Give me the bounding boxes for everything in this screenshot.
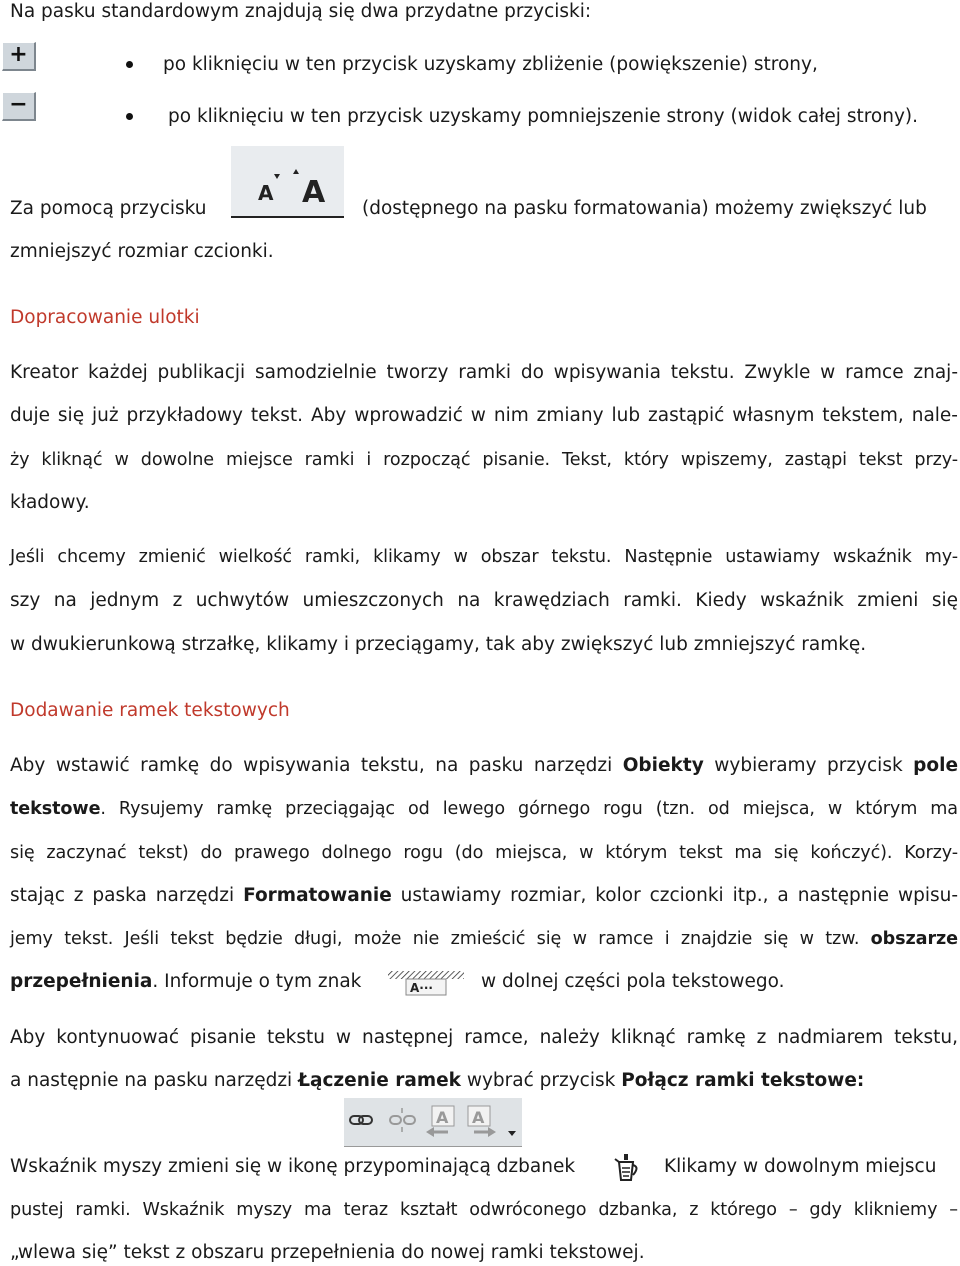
overflow-indicator-icon	[388, 969, 464, 997]
link-frames-icon	[350, 1116, 372, 1124]
zoom-out-button[interactable]	[2, 92, 36, 121]
paragraph-line: Jeśli chcemy zmienić wielkość ramki, klikamy w obszar tekstu. Następnie ustawiamy wskaźnik my-	[10, 547, 958, 567]
paragraph-line: stając z paska narzędzi Formatowanie ustawiamy rozmiar, kolor czcionki itp., a następnie wpisu-	[10, 885, 958, 906]
paragraph-line: w dwukierunkową strzałkę, klikamy i przeciągamy, tak aby zwiększyć lub zmniejszyć ramkę.	[10, 634, 867, 655]
section-heading: Dodawanie ramek tekstowych	[10, 700, 290, 721]
unlink-frames-icon	[390, 1108, 415, 1132]
font-size-icon	[231, 146, 344, 216]
bold-term: przepełnienia	[10, 971, 153, 992]
paragraph-line: ży kliknąć w dowolne miejsce ramki i rozpocząć pisanie. Tekst, który wpiszemy, zastąpi tekst przy-	[10, 450, 958, 470]
paragraph-line: w dolnej części pola tekstowego.	[481, 971, 785, 992]
paragraph-line: kładowy.	[10, 492, 90, 513]
bullet-zoom-in-text: po kliknięciu w ten przycisk uzyskamy zbliżenie (powiększenie) strony,	[163, 54, 818, 75]
svg-text:A: A	[258, 181, 274, 205]
paragraph-line: duje się już przykładowy tekst. Aby wprowadzić w nim zmiany lub zastąpić własnym tekstem, nale-	[10, 405, 958, 426]
bold-term: Formatowanie	[243, 885, 392, 906]
bold-term: obszarze	[870, 929, 958, 949]
paragraph-line: pustej ramki. Wskaźnik myszy ma teraz kształt odwróconego dzbanka, z którego – gdy klikniemy –	[10, 1200, 958, 1220]
plus-icon: +	[9, 42, 28, 67]
paragraph-line: Aby kontynuować pisanie tekstu w następnej ramce, należy kliknąć ramkę z nadmiarem tekstu,	[10, 1027, 958, 1048]
font-size-text-after: (dostępnego na pasku formatowania) możemy zwiększyć lub	[362, 198, 927, 219]
font-size-text-end: zmniejszyć rozmiar czcionki.	[10, 241, 274, 262]
bold-term: Połącz ramki tekstowe:	[621, 1070, 865, 1091]
bullet-dot	[126, 61, 133, 68]
connect-frames-toolbar	[344, 1098, 522, 1147]
bullet-zoom-out-text: po kliknięciu w ten przycisk uzyskamy pomniejszenie strony (widok całej strony).	[168, 106, 918, 127]
svg-text:A···: A···	[410, 981, 433, 995]
font-size-buttons[interactable]	[231, 146, 344, 218]
minus-icon: −	[9, 92, 28, 117]
paragraph-line: szy na jednym z uchwytów umieszczonych na krawędziach ramki. Kiedy wskaźnik zmieni się	[10, 590, 958, 611]
paragraph-line: jemy tekst. Jeśli tekst będzie długi, może nie zmieścić się w ramce i znajdzie się w tzw. obszarze	[10, 929, 958, 949]
bullet-dot	[126, 113, 133, 120]
paragraph-line: Kreator każdej publikacji samodzielnie tworzy ramki do wpisywania tekstu. Zwykle w ramce znaj-	[10, 362, 958, 383]
chevron-down-icon	[508, 1131, 516, 1136]
paragraph-line: tekstowe. Rysujemy ramkę przeciągając od lewego górnego rogu (tzn. od miejsca, w którym ma	[10, 799, 958, 819]
zoom-in-button[interactable]	[2, 42, 36, 71]
paragraph-line: Wskaźnik myszy zmieni się w ikonę przypominającą dzbanek	[10, 1156, 576, 1177]
font-size-text-before: Za pomocą przycisku	[10, 198, 207, 219]
paragraph-line: a następnie na pasku narzędzi Łączenie ramek wybrać przycisk Połącz ramki tekstowe:	[10, 1070, 865, 1091]
previous-frame-icon	[426, 1106, 454, 1137]
bold-term: pole	[913, 755, 958, 776]
bold-term: tekstowe	[10, 799, 101, 819]
pitcher-cursor-icon	[611, 1150, 647, 1186]
bold-term: Obiekty	[622, 755, 704, 776]
svg-text:A: A	[436, 1108, 449, 1127]
svg-text:A: A	[302, 175, 326, 210]
paragraph-line: „wlewa się” tekst z obszaru przepełnienia do nowej ramki tekstowej.	[10, 1242, 645, 1263]
paragraph-line: przepełnienia. Informuje o tym znak	[10, 971, 362, 992]
paragraph-line: Aby wstawić ramkę do wpisywania tekstu, na pasku narzędzi Obiekty wybieramy przycisk pole	[10, 755, 958, 776]
next-frame-icon	[468, 1106, 496, 1137]
svg-text:A: A	[472, 1108, 485, 1127]
paragraph-line: Klikamy w dowolnym miejscu	[664, 1156, 937, 1177]
paragraph-line: się zaczynać tekst) do prawego dolnego rogu (do miejsca, w którym tekst ma się kończyć). Korzy-	[10, 843, 958, 863]
section-heading: Dopracowanie ulotki	[10, 307, 200, 328]
intro-line: Na pasku standardowym znajdują się dwa przydatne przyciski:	[10, 1, 592, 22]
bold-term: Łączenie ramek	[298, 1070, 461, 1091]
